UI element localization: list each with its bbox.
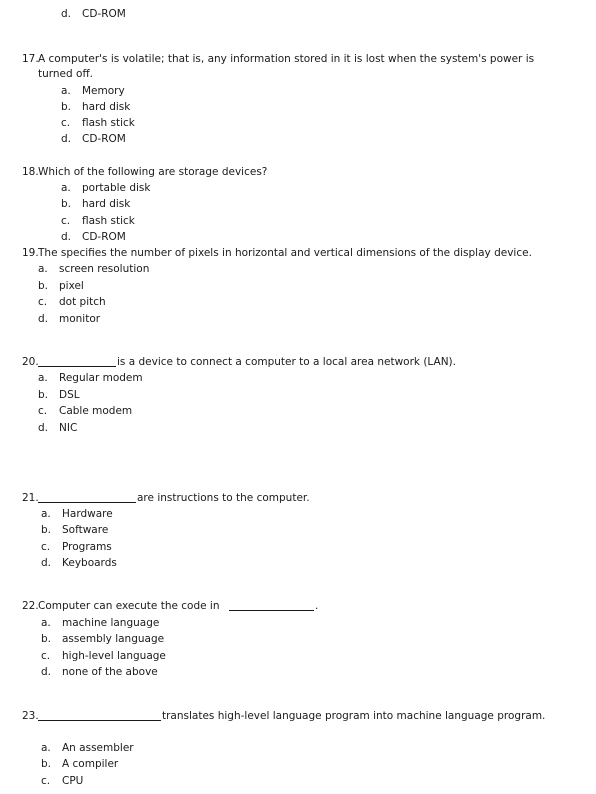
option-c-letter: c.: [38, 296, 48, 308]
option-c-text: flash stick: [82, 117, 135, 129]
option-b-text: A compiler: [62, 758, 119, 770]
question-number: 21.: [22, 492, 39, 504]
option-d-letter: d.: [41, 557, 52, 569]
option-d-letter: d.: [41, 666, 52, 678]
answer-blank: [38, 493, 136, 503]
question-number: 18.: [22, 166, 39, 178]
option-c-letter: c.: [61, 117, 71, 129]
option-d-letter: d.: [38, 422, 49, 434]
option-c-text: dot pitch: [59, 296, 106, 308]
option-b-letter: b.: [41, 758, 52, 770]
question-text-line-2: turned off.: [38, 68, 94, 80]
option-a-letter: a.: [38, 263, 48, 275]
option-a-letter: a.: [41, 742, 51, 754]
option-a-letter: a.: [38, 372, 48, 384]
option-d-letter: d.: [61, 231, 72, 243]
option-a-text: An assembler: [62, 742, 134, 754]
option-c-letter: c.: [41, 650, 51, 662]
option-c-text: CPU: [62, 775, 84, 787]
question-number: 23.: [22, 710, 39, 722]
option-b-text: DSL: [59, 389, 80, 401]
option-c-letter: c.: [41, 541, 51, 553]
option-a-letter: a.: [61, 182, 71, 194]
option-a-text: Hardware: [62, 508, 113, 520]
question-end-period: .: [315, 600, 319, 612]
question-number: 19.: [22, 247, 39, 259]
option-c-letter: c.: [41, 775, 51, 787]
q16-option-d-letter: d.: [61, 8, 72, 20]
option-c-text: Cable modem: [59, 405, 133, 417]
option-b-text: assembly language: [62, 633, 165, 645]
question-number: 20.: [22, 356, 39, 368]
question-text: is a device to connect a computer to a local area network (LAN).: [117, 356, 456, 368]
option-c-letter: c.: [38, 405, 48, 417]
option-b-letter: b.: [38, 389, 49, 401]
option-d-text: none of the above: [62, 666, 158, 678]
answer-blank: [38, 357, 116, 367]
option-b-text: Software: [62, 524, 109, 536]
option-b-letter: b.: [41, 524, 52, 536]
option-a-text: machine language: [62, 617, 160, 629]
option-d-text: monitor: [59, 313, 101, 325]
option-b-text: hard disk: [82, 198, 131, 210]
option-d-text: CD-ROM: [82, 231, 126, 243]
option-c-text: Programs: [62, 541, 112, 553]
option-d-text: CD-ROM: [82, 133, 126, 145]
option-d-letter: d.: [38, 313, 49, 325]
option-a-letter: a.: [41, 617, 51, 629]
option-a-text: screen resolution: [59, 263, 150, 275]
answer-blank: [229, 601, 314, 611]
question-text-line-1: A computer's is volatile; that is, any information stored in it is lost when the system's power is: [38, 53, 535, 65]
option-d-text: NIC: [59, 422, 78, 434]
question-text: are instructions to the computer.: [137, 492, 310, 504]
option-a-letter: a.: [61, 85, 71, 97]
question-text: Which of the following are storage devices?: [38, 166, 268, 178]
option-c-letter: c.: [61, 215, 71, 227]
option-b-letter: b.: [38, 280, 49, 292]
option-b-letter: b.: [61, 198, 72, 210]
option-d-letter: d.: [61, 133, 72, 145]
option-a-letter: a.: [41, 508, 51, 520]
option-c-text: flash stick: [82, 215, 135, 227]
option-b-text: pixel: [59, 280, 84, 292]
option-a-text: portable disk: [82, 182, 151, 194]
option-a-text: Regular modem: [59, 372, 143, 384]
option-b-letter: b.: [41, 633, 52, 645]
option-a-text: Memory: [82, 85, 125, 97]
option-b-text: hard disk: [82, 101, 131, 113]
answer-blank: [38, 711, 161, 721]
question-text: translates high-level language program into machine language program.: [162, 710, 546, 722]
q16-option-d-text: CD-ROM: [82, 8, 126, 20]
question-text: Computer can execute the code in: [38, 600, 220, 612]
option-d-text: Keyboards: [62, 557, 117, 569]
option-b-letter: b.: [61, 101, 72, 113]
question-number: 22.: [22, 600, 39, 612]
option-c-text: high-level language: [62, 650, 166, 662]
question-number: 17.: [22, 53, 39, 65]
question-text: The specifies the number of pixels in horizontal and vertical dimensions of the display device.: [38, 247, 532, 259]
